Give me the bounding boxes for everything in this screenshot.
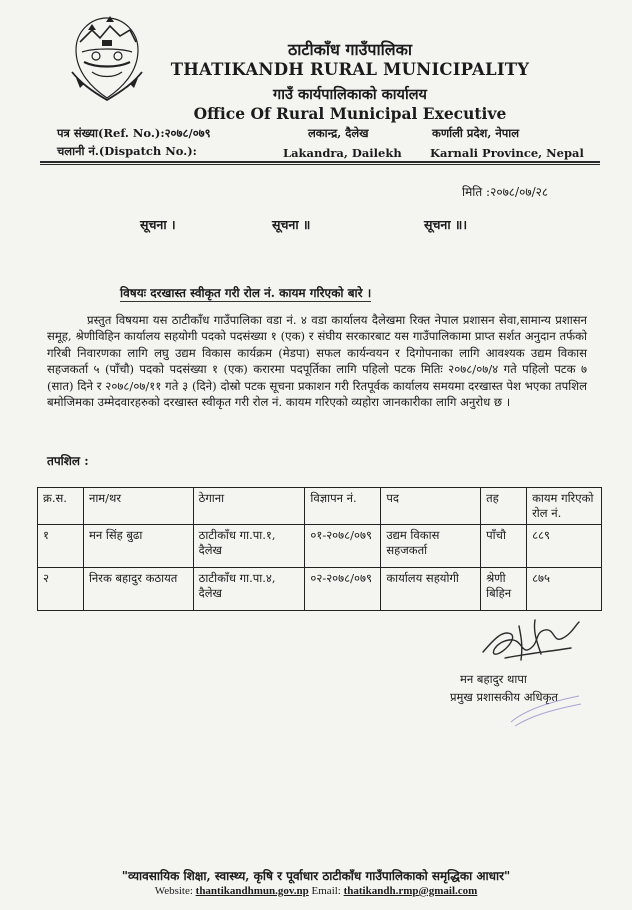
subject-text: विषयः दरखास्त स्वीकृत गरी रोल नं. कायम गरिएको बारे । (120, 286, 372, 300)
letter-date: मिति :२०७८/०७/२८ (462, 185, 549, 199)
notice-body: प्रस्तुत विषयमा यस ठाटीकाँध गाउँपालिका वडा नं. ४ वडा कार्यालय दैलेखमा रिक्त नेपाल प्रशासन सेवा,सामान्य प्रशासन समूह, श्रेणीविहिन कार्यालय सहयोगी पदको पदसंख्या १ (एक) र संघीय सरकारबाट यस गाउँपालिकामा प्राप्त सर्शत अनुदान तर्फको गरिबी निवारणका लागि लघु उद्यम विकास कार्यक्रम (मेडपा) सफल कार्यन्वयन र दिगोपनाका लागि आवश्यक उद्यम विकास सहजकर्ता ५ (पाँचौ) पदको पदसंख्या १ (एक) करारमा पदपूर्तिका लागि पहिलो पटक मितिः २०७८/०७/४ गते पहिलो पटक ७ (सात) दिने र २०७८/०७/११ गते ३ (दिने) दोस्रो पटक सूचना प्रकाशन गरी रितपूर्वक कार्यालय समयमा दरखास्त पेश भएका तपशिल बमोजिमका उम्मेदवारहरुको दरखास्त स्वीकृत गरी रोल नं. कायम गरिएको व्यहोरा जानकारीका लागि अनुरोध छ । (47, 313, 587, 410)
col-header-sn: क्र.स. (38, 488, 84, 525)
office-name-np: गाउँ कार्यपालिकाको कार्यालय (273, 86, 427, 103)
office-name-en: Office Of Rural Municipal Executive (193, 104, 507, 123)
header-divider (40, 161, 600, 163)
notice-label-1: सूचना । (140, 217, 176, 232)
table-row (38, 568, 602, 611)
cell-address: ठाटीकाँध गा.पा.४, दैलेख (193, 568, 305, 611)
website-label: Website: (154, 885, 193, 897)
ref-label: पत्र संख्या(Ref. No.): (57, 126, 165, 140)
cell-name: मन सिंह बुढा (83, 525, 193, 568)
email-link[interactable]: thatikandh.rmp@gmail.com (343, 885, 478, 897)
col-header-post: पद (381, 488, 481, 525)
col-header-name: नाम/थर (83, 488, 193, 525)
signatory-name: मन बहादुर थापा (460, 672, 527, 686)
table-header-row (38, 488, 602, 525)
cell-post: उद्यम विकास सहजकर्ता (381, 525, 481, 568)
handwritten-signature (475, 608, 585, 670)
email-label: Email: (311, 885, 341, 897)
details-label: तपशिल : (47, 454, 89, 468)
ref-value: २०७८/०७९ (164, 126, 211, 140)
notice-label-3: सूचना ॥। (424, 217, 468, 232)
cell-sn: १ (38, 525, 84, 568)
office-stamp (505, 688, 585, 728)
dispatch-label: चलानी नं.(Dispatch No.): (57, 144, 197, 158)
table-row (38, 525, 602, 568)
col-header-roll-no: कायम गरिएको रोल नं. (527, 488, 602, 525)
col-header-level: तह (481, 488, 527, 525)
cell-roll-no: ८८९ (527, 525, 602, 568)
place-en: Lakandra, Dailekh (283, 146, 402, 160)
municipality-name-en: THATIKANDH RURAL MUNICIPALITY (170, 60, 530, 79)
website-link[interactable]: thantikandhmun.gov.np (195, 885, 309, 897)
cell-ad-no: ०१-२०७८/०७९ (305, 525, 381, 568)
roll-number-table (37, 487, 602, 611)
col-header-ad-no: विज्ञापन नं. (305, 488, 381, 525)
header-divider-thin (40, 164, 600, 165)
cell-ad-no: ०२-२०७८/०७९ (305, 568, 381, 611)
notice-label-2: सूचना ॥ (272, 217, 311, 232)
subject-line (120, 284, 371, 301)
cell-level: पाँचौ (481, 525, 527, 568)
footer-contact (0, 885, 632, 897)
cell-roll-no: ८७५ (527, 568, 602, 611)
cell-address: ठाटीकाँध गा.पा.१, दैलेख (193, 525, 305, 568)
cell-level: श्रेणी बिहिन (481, 568, 527, 611)
signatory-title: प्रमुख प्रशासकीय अधिकृत (450, 690, 558, 704)
footer-motto: "व्यावसायिक शिक्षा, स्वास्थ्य, कृषि र पूर्वाधार ठाटीकाँध गाउँपालिकाको समृद्धिका आधार" (121, 869, 511, 883)
ref-number (57, 126, 211, 141)
province-np: कर्णाली प्रदेश, नेपाल (432, 126, 520, 140)
cell-name: निरक बहादुर कठायत (83, 568, 193, 611)
place-np: लकान्द्र, दैलेख (308, 126, 369, 140)
nepal-emblem-logo (62, 12, 152, 104)
col-header-address: ठेगाना (193, 488, 305, 525)
municipality-name-np: ठाटीकाँध गाउँपालिका (287, 40, 413, 59)
cell-sn: २ (38, 568, 84, 611)
cell-post: कार्यालय सहयोगी (381, 568, 481, 611)
province-en: Karnali Province, Nepal (430, 146, 584, 160)
